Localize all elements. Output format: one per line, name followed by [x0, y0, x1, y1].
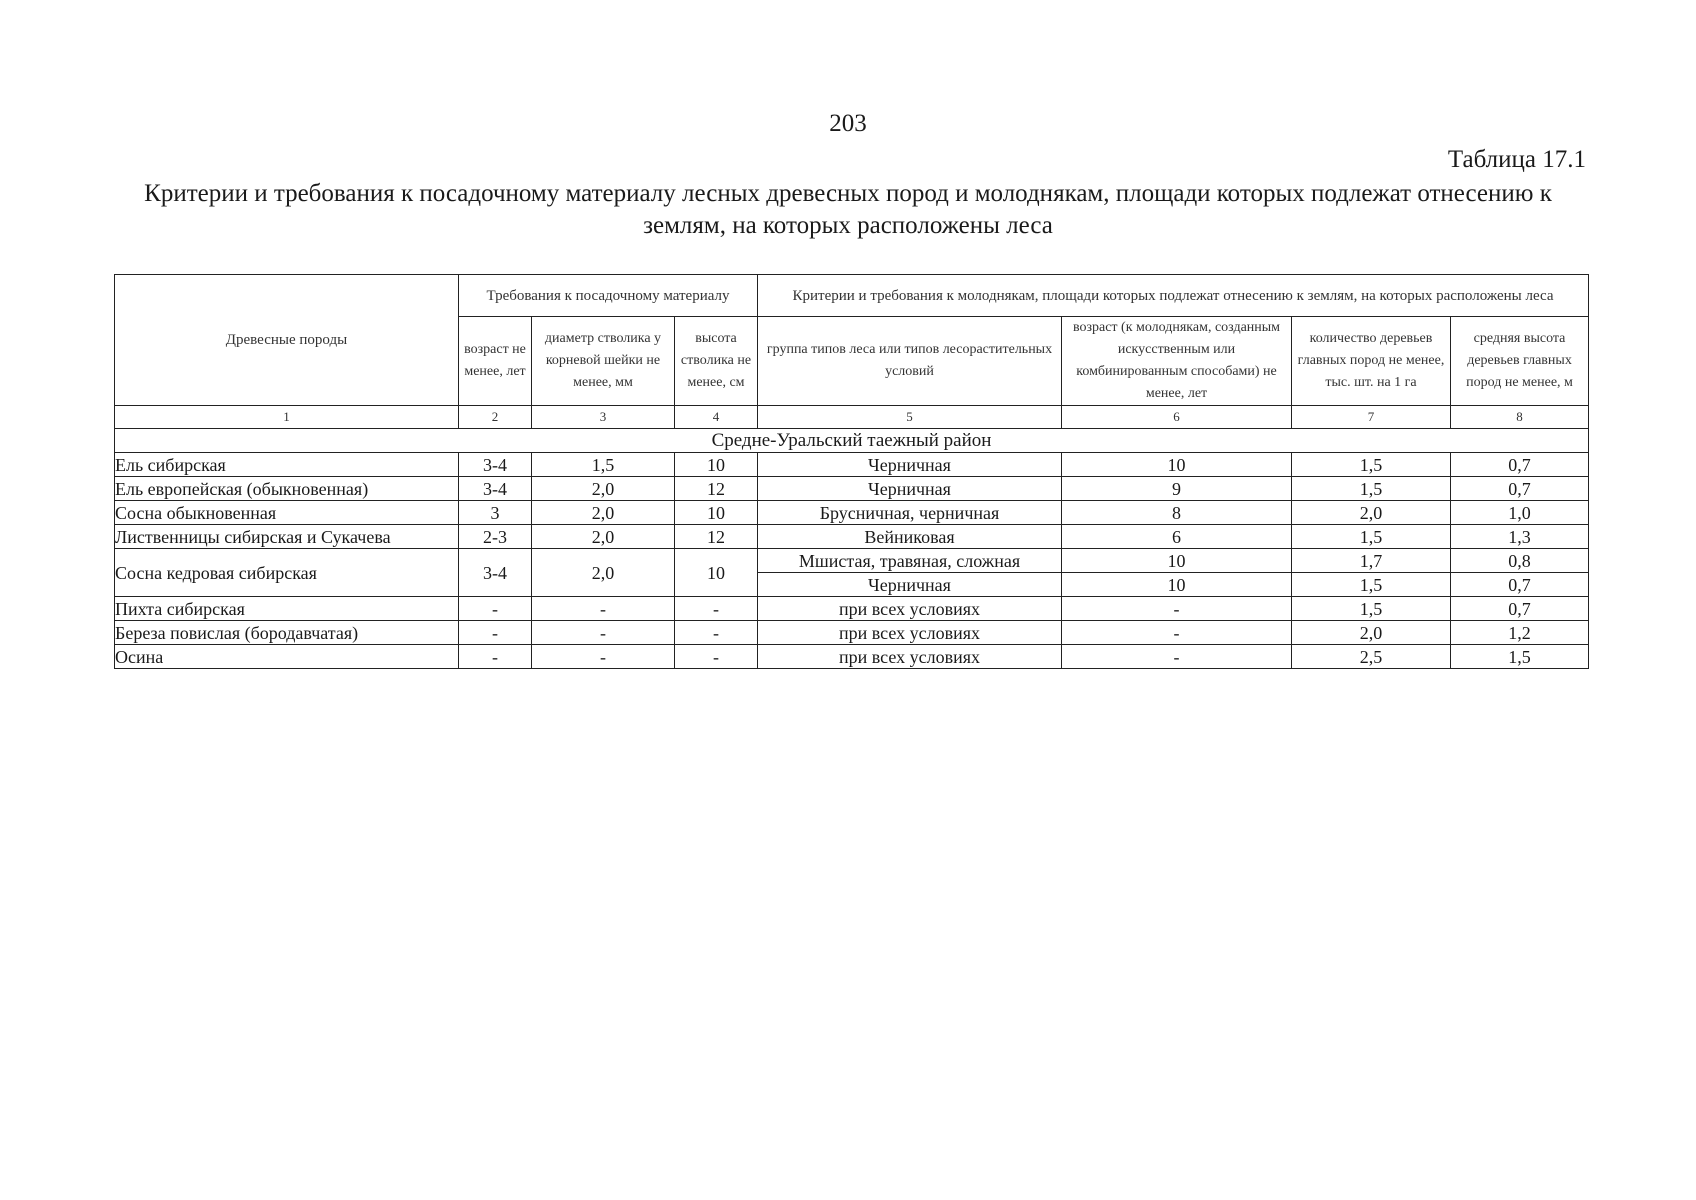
- header-species: Древесные породы: [115, 275, 459, 406]
- table-row: [115, 621, 1589, 645]
- avg-height-cell: 0,7: [1451, 597, 1589, 621]
- tree-count-cell: 1,5: [1292, 597, 1451, 621]
- page-number: 203: [829, 110, 867, 137]
- diameter-cell: -: [532, 645, 675, 669]
- header-diameter: диаметр стволика у корневой шейки не менее, мм: [532, 317, 675, 406]
- header-forest-type: группа типов леса или типов лесорастительных условий: [758, 317, 1062, 406]
- avg-height-cell: 1,2: [1451, 621, 1589, 645]
- height-cell: 12: [675, 525, 758, 549]
- table-row: [115, 525, 1589, 549]
- young-age-cell: -: [1062, 645, 1292, 669]
- species-cell: Береза повислая (бородавчатая): [115, 621, 459, 645]
- column-number: 4: [675, 406, 758, 429]
- forest-type-cell: при всех условиях: [758, 645, 1062, 669]
- header-young-age: возраст (к молоднякам, созданным искусственным или комбинированным способами) не менее, лет: [1062, 317, 1292, 406]
- region-name: Средне-Уральский таежный район: [115, 429, 1589, 453]
- diameter-cell: -: [532, 597, 675, 621]
- species-cell: Ель европейская (обыкновенная): [115, 477, 459, 501]
- age-cell: 3-4: [459, 453, 532, 477]
- young-age-cell: 6: [1062, 525, 1292, 549]
- age-cell: 3-4: [459, 477, 532, 501]
- column-number: 5: [758, 406, 1062, 429]
- diameter-cell: 2,0: [532, 501, 675, 525]
- table-title: Критерии и требования к посадочному материалу лесных древесных пород и молоднякам, площади которых подлежат отнесению к землям, на которых расположены леса: [144, 180, 1552, 239]
- tree-count-cell: 1,7: [1292, 549, 1451, 573]
- species-cell: Осина: [115, 645, 459, 669]
- avg-height-cell: 0,8: [1451, 549, 1589, 573]
- height-cell: -: [675, 597, 758, 621]
- young-age-cell: -: [1062, 621, 1292, 645]
- diameter-cell: 2,0: [532, 549, 675, 597]
- avg-height-cell: 0,7: [1451, 573, 1589, 597]
- avg-height-cell: 0,7: [1451, 453, 1589, 477]
- tree-count-cell: 2,0: [1292, 621, 1451, 645]
- table-row: [115, 453, 1589, 477]
- tree-count-cell: 2,0: [1292, 501, 1451, 525]
- region-row: [115, 429, 1589, 453]
- avg-height-cell: 1,0: [1451, 501, 1589, 525]
- age-cell: -: [459, 645, 532, 669]
- column-number: 7: [1292, 406, 1451, 429]
- diameter-cell: 1,5: [532, 453, 675, 477]
- avg-height-cell: 0,7: [1451, 477, 1589, 501]
- table-row: [115, 549, 1589, 573]
- header-young-group: Критерии и требования к молоднякам, площади которых подлежат отнесению к землям, на которых расположены леса: [758, 275, 1589, 317]
- height-cell: 10: [675, 549, 758, 597]
- tree-count-cell: 2,5: [1292, 645, 1451, 669]
- young-age-cell: 10: [1062, 453, 1292, 477]
- forest-type-cell: Мшистая, травяная, сложная: [758, 549, 1062, 573]
- header-row-groups: [115, 275, 1589, 317]
- column-number: 2: [459, 406, 532, 429]
- tree-count-cell: 1,5: [1292, 573, 1451, 597]
- forest-type-cell: Вейниковая: [758, 525, 1062, 549]
- header-planting-group: Требования к посадочному материалу: [459, 275, 758, 317]
- forest-type-cell: при всех условиях: [758, 621, 1062, 645]
- forest-type-cell: Черничная: [758, 573, 1062, 597]
- column-number: 3: [532, 406, 675, 429]
- header-avg-height: средняя высота деревьев главных пород не менее, м: [1451, 317, 1589, 406]
- young-age-cell: 10: [1062, 549, 1292, 573]
- species-cell: Сосна кедровая сибирская: [115, 549, 459, 597]
- avg-height-cell: 1,5: [1451, 645, 1589, 669]
- header-row-numbers: [115, 406, 1589, 429]
- diameter-cell: 2,0: [532, 525, 675, 549]
- forest-type-cell: Черничная: [758, 477, 1062, 501]
- header-age: возраст не менее, лет: [459, 317, 532, 406]
- age-cell: 3: [459, 501, 532, 525]
- height-cell: 12: [675, 477, 758, 501]
- header-tree-count: количество деревьев главных пород не менее, тыс. шт. на 1 га: [1292, 317, 1451, 406]
- tree-count-cell: 1,5: [1292, 525, 1451, 549]
- tree-count-cell: 1,5: [1292, 453, 1451, 477]
- age-cell: -: [459, 597, 532, 621]
- age-cell: -: [459, 621, 532, 645]
- tree-count-cell: 1,5: [1292, 477, 1451, 501]
- forest-type-cell: Брусничная, черничная: [758, 501, 1062, 525]
- table-row: [115, 477, 1589, 501]
- age-cell: 3-4: [459, 549, 532, 597]
- young-age-cell: 9: [1062, 477, 1292, 501]
- table-row: [115, 645, 1589, 669]
- avg-height-cell: 1,3: [1451, 525, 1589, 549]
- young-age-cell: 10: [1062, 573, 1292, 597]
- diameter-cell: -: [532, 621, 675, 645]
- species-cell: Сосна обыкновенная: [115, 501, 459, 525]
- column-number: 6: [1062, 406, 1292, 429]
- species-cell: Пихта сибирская: [115, 597, 459, 621]
- criteria-table: [114, 274, 1589, 669]
- forest-type-cell: при всех условиях: [758, 597, 1062, 621]
- species-cell: Ель сибирская: [115, 453, 459, 477]
- column-number: 1: [115, 406, 459, 429]
- forest-type-cell: Черничная: [758, 453, 1062, 477]
- table-row: [115, 597, 1589, 621]
- age-cell: 2-3: [459, 525, 532, 549]
- young-age-cell: -: [1062, 597, 1292, 621]
- header-height: высота стволика не менее, см: [675, 317, 758, 406]
- height-cell: -: [675, 645, 758, 669]
- species-cell: Лиственницы сибирская и Сукачева: [115, 525, 459, 549]
- table-row: [115, 501, 1589, 525]
- height-cell: 10: [675, 501, 758, 525]
- height-cell: 10: [675, 453, 758, 477]
- table-label: Таблица 17.1: [1447, 146, 1586, 173]
- young-age-cell: 8: [1062, 501, 1292, 525]
- height-cell: -: [675, 621, 758, 645]
- column-number: 8: [1451, 406, 1589, 429]
- diameter-cell: 2,0: [532, 477, 675, 501]
